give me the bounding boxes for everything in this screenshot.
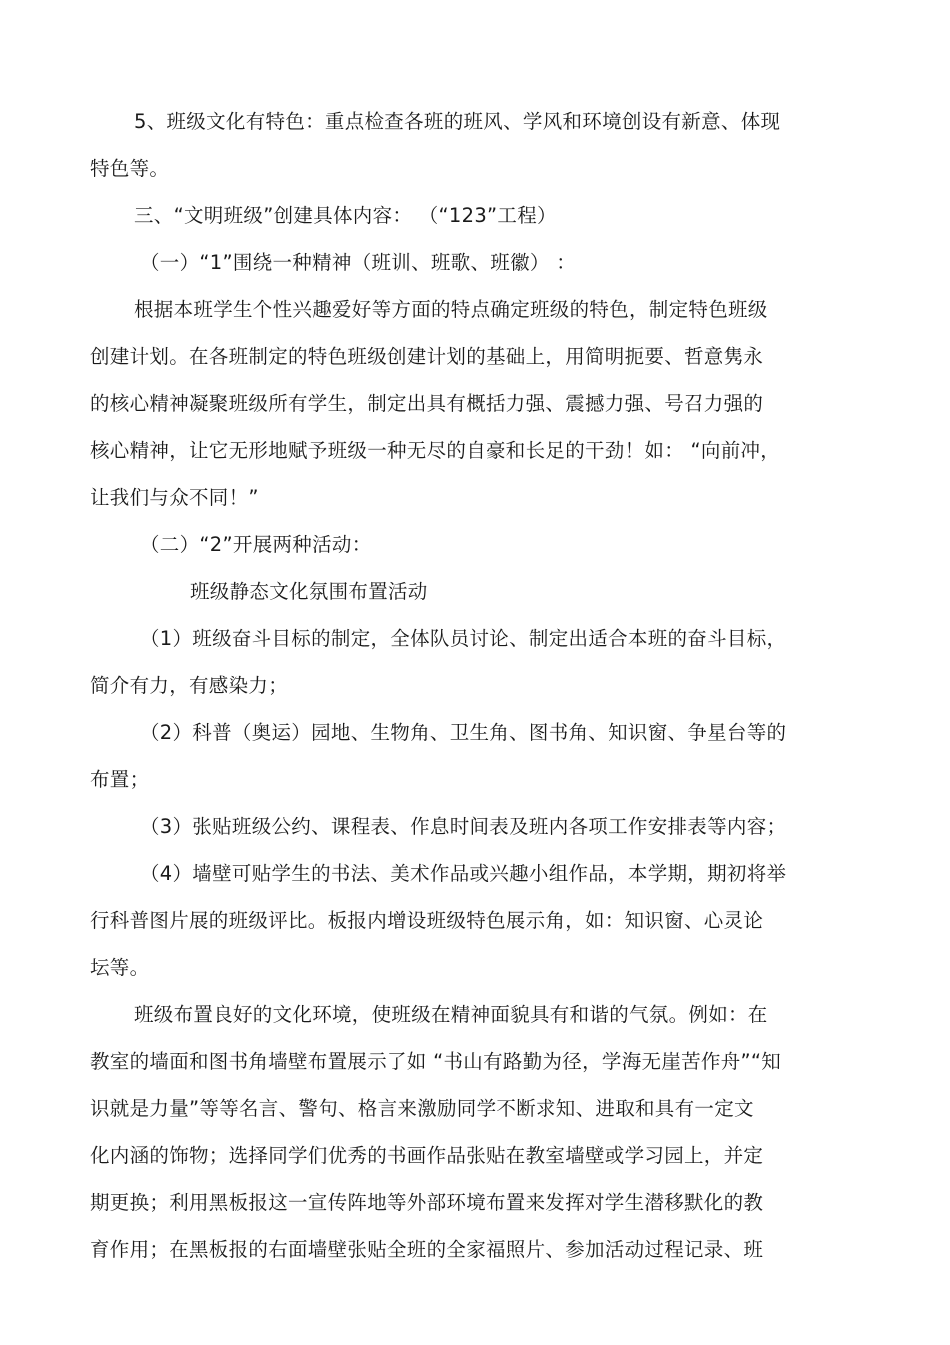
paragraph-line: 的核心精神凝聚班级所有学生，制定出具有概括力强、震撼力强、号召力强的 xyxy=(90,392,764,415)
list-item-continuation: 行科普图片展的班级评比。板报内增设班级特色展示角，如：知识窗、心灵论 xyxy=(90,909,764,932)
list-item: （4）墙壁可贴学生的书法、美术作品或兴趣小组作品，本学期，期初将举 xyxy=(140,862,787,885)
subsection-heading: （一）“1”围绕一种精神（班训、班歌、班徽） ： xyxy=(140,251,577,274)
section-heading: 三、“文明班级”创建具体内容： （“123”工程） xyxy=(134,204,557,227)
paragraph-line: 让我们与众不同！” xyxy=(90,486,259,509)
paragraph-line: 班级布置良好的文化环境，使班级在精神面貌具有和谐的气氛。例如：在 xyxy=(134,1003,768,1026)
paragraph-line: 识就是力量”等等名言、警句、格言来激励同学不断求知、进取和具有一定文 xyxy=(90,1097,754,1120)
list-item-continuation: 简介有力，有感染力； xyxy=(90,674,289,697)
subsection-heading: （二）“2”开展两种活动： xyxy=(140,533,372,556)
list-item: （3）张贴班级公约、课程表、作息时间表及班内各项工作安排表等内容； xyxy=(140,815,787,838)
activity-title: 班级静态文化氛围布置活动 xyxy=(190,580,428,603)
paragraph-line: 创建计划。在各班制定的特色班级创建计划的基础上，用简明扼要、哲意隽永 xyxy=(90,345,764,368)
paragraph-line: 期更换；利用黑板报这一宣传阵地等外部环境布置来发挥对学生潜移默化的教 xyxy=(90,1191,764,1214)
paragraph-line: 育作用；在黑板报的右面墙壁张贴全班的全家福照片、参加活动过程记录、班 xyxy=(90,1238,764,1261)
paragraph-line: 特色等。 xyxy=(90,157,170,180)
list-item: （1）班级奋斗目标的制定，全体队员讨论、制定出适合本班的奋斗目标， xyxy=(140,627,787,650)
paragraph-line: 化内涵的饰物；选择同学们优秀的书画作品张贴在教室墙壁或学习园上，并定 xyxy=(90,1144,764,1167)
paragraph-line: 5、班级文化有特色：重点检查各班的班风、学风和环境创设有新意、体现 xyxy=(134,110,781,133)
paragraph-line: 教室的墙面和图书角墙壁布置展示了如 “书山有路勤为径，学海无崖苦作舟”“知 xyxy=(90,1050,782,1073)
paragraph-line: 核心精神，让它无形地赋予班级一种无尽的自豪和长足的干劲！如： “向前冲， xyxy=(90,439,781,462)
list-item-continuation: 坛等。 xyxy=(90,956,150,979)
paragraph-line: 根据本班学生个性兴趣爱好等方面的特点确定班级的特色，制定特色班级 xyxy=(134,298,768,321)
list-item-continuation: 布置； xyxy=(90,768,150,791)
list-item: （2）科普（奥运）园地、生物角、卫生角、图书角、知识窗、争星台等的 xyxy=(140,721,787,744)
